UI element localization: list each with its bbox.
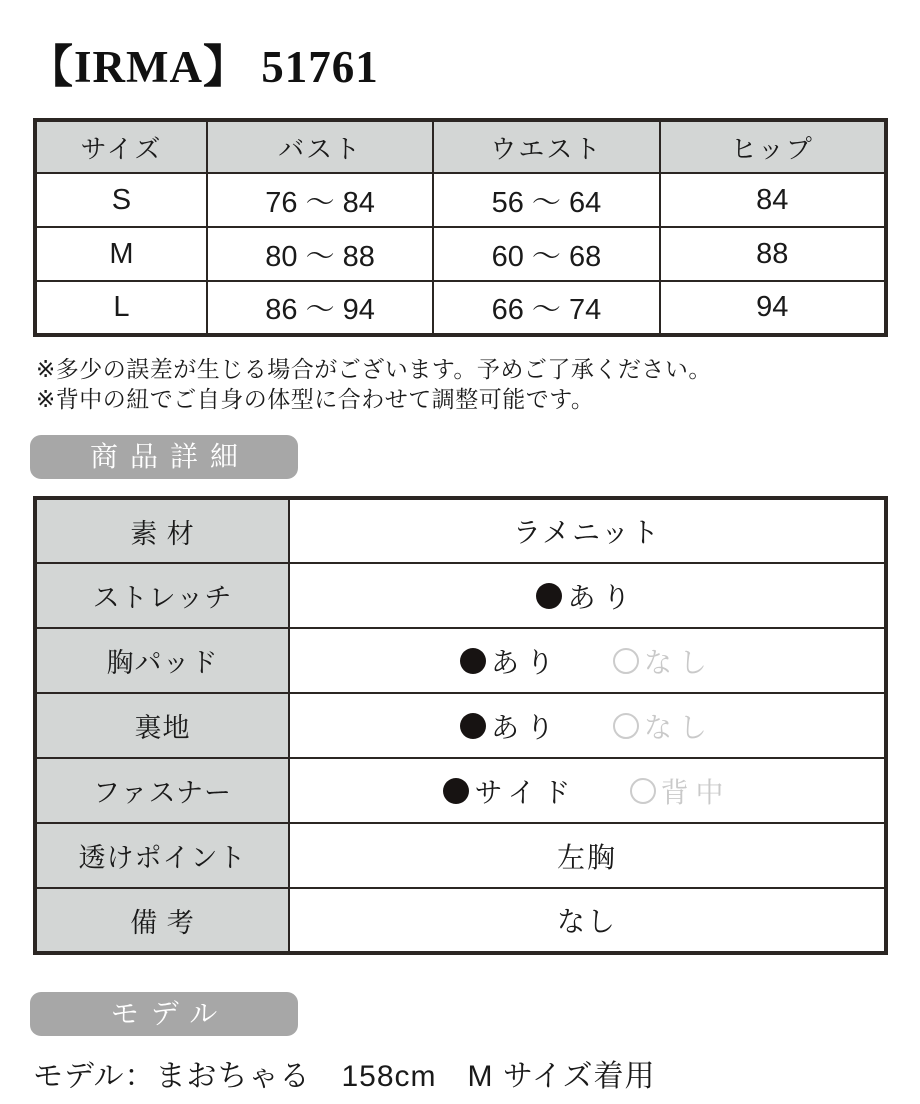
size-cell: M — [35, 227, 207, 281]
detail-label: ファスナー — [35, 758, 289, 823]
radio-unselected-icon — [613, 648, 639, 674]
detail-row-fastener — [35, 758, 886, 823]
hip-cell: 84 — [660, 173, 886, 227]
size-row-s — [35, 173, 886, 227]
detail-label: ストレッチ — [35, 563, 289, 628]
detail-row-remarks — [35, 888, 886, 953]
size-notes — [36, 354, 920, 414]
section-badge-product-details: 商品詳細 — [30, 435, 298, 479]
waist-cell: 60 ～ 68 — [433, 227, 659, 281]
detail-label: 素 材 — [35, 498, 289, 563]
waist-cell: 66 ～ 74 — [433, 281, 659, 335]
waist-cell: 56 ～ 64 — [433, 173, 659, 227]
detail-row-lining — [35, 693, 886, 758]
hip-col-header: ヒップ — [660, 120, 886, 173]
radio-selected-icon — [443, 778, 469, 804]
radio-selected-icon — [536, 583, 562, 609]
radio-unselected-icon — [630, 778, 656, 804]
hip-cell: 88 — [660, 227, 886, 281]
radio-selected-icon — [460, 648, 486, 674]
option-selected: あり — [460, 706, 561, 746]
size-table-header-row — [35, 120, 886, 173]
detail-row-stretch — [35, 563, 886, 628]
detail-label: 胸パッド — [35, 628, 289, 693]
size-cell: S — [35, 173, 207, 227]
detail-label: 透けポイント — [35, 823, 289, 888]
product-title: 【IRMA】 51761 — [28, 42, 379, 92]
option-selected: あり — [536, 576, 637, 616]
waist-col-header: ウエスト — [433, 120, 659, 173]
radio-unselected-icon — [613, 713, 639, 739]
section-badge-model: モデル — [30, 992, 298, 1036]
detail-label: 備 考 — [35, 888, 289, 953]
bust-cell: 86 ～ 94 — [207, 281, 433, 335]
option-selected: あり — [460, 641, 561, 681]
radio-selected-icon — [460, 713, 486, 739]
detail-label: 裏地 — [35, 693, 289, 758]
detail-value — [289, 693, 886, 758]
size-col-header: サイズ — [35, 120, 207, 173]
option-unselected: なし — [613, 706, 714, 746]
detail-row-material — [35, 498, 886, 563]
option-unselected: なし — [613, 641, 714, 681]
bust-cell: 76 ～ 84 — [207, 173, 433, 227]
note-line-2: ※背中の紐でご自身の体型に合わせて調整可能です。 — [36, 386, 595, 412]
detail-value — [289, 758, 886, 823]
detail-value: ラメニット — [289, 498, 886, 563]
detail-value: 左胸 — [289, 823, 886, 888]
detail-value: なし — [289, 888, 886, 953]
size-row-m — [35, 227, 886, 281]
hip-cell: 94 — [660, 281, 886, 335]
model-info: モデル：まおちゃる 158cm M サイズ着用 — [33, 1060, 656, 1093]
note-line-1: ※多少の誤差が生じる場合がございます。予めご了承ください。 — [36, 356, 712, 382]
product-details-table — [33, 496, 888, 955]
bust-col-header: バスト — [207, 120, 433, 173]
option-unselected: 背中 — [630, 771, 731, 811]
option-selected: サイド — [443, 771, 577, 811]
size-row-l — [35, 281, 886, 335]
detail-row-chest-pad — [35, 628, 886, 693]
product-spec-page — [0, 30, 920, 1104]
bust-cell: 80 ～ 88 — [207, 227, 433, 281]
detail-value — [289, 628, 886, 693]
size-table — [33, 118, 888, 337]
size-cell: L — [35, 281, 207, 335]
detail-row-sheer-point — [35, 823, 886, 888]
detail-value — [289, 563, 886, 628]
